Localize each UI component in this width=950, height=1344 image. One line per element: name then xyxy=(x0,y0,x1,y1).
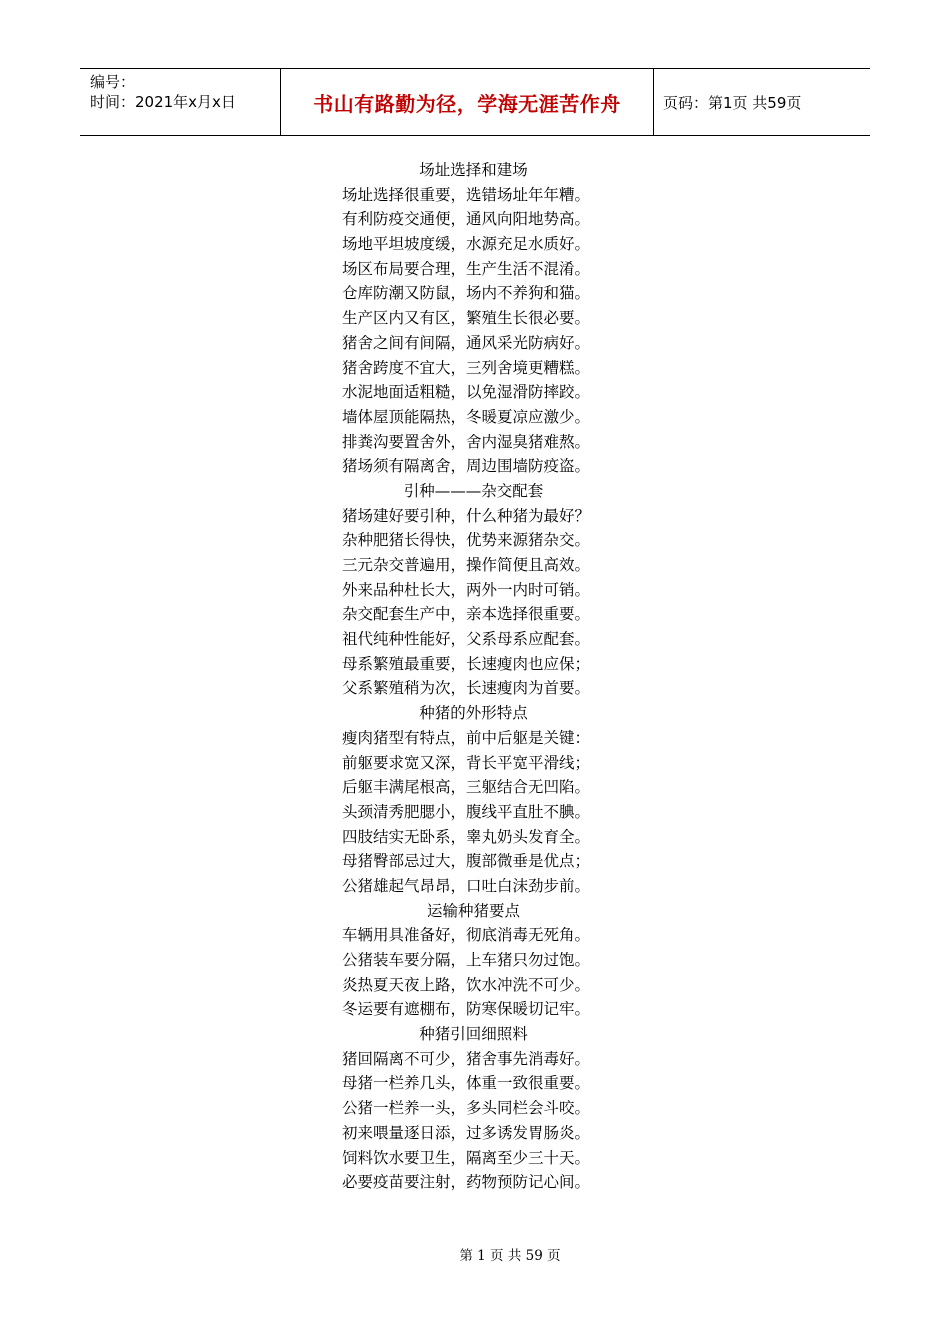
verse-line: 水泥地面适粗糙，以免湿滑防摔跤。 xyxy=(342,383,591,402)
verse-line: 生产区内又有区，繁殖生长很必要。 xyxy=(342,309,591,328)
verse-line: 初来喂量逐日添，过多诱发胃肠炎。 xyxy=(342,1123,591,1142)
verse-line: 杂交配套生产中，亲本选择很重要。 xyxy=(342,605,591,624)
document-date: 时间：2021年x月x日 xyxy=(90,93,236,111)
section-heading: 运输种猪要点 xyxy=(426,901,520,920)
header-page-info: 页码：第1页 共59页 xyxy=(663,93,802,112)
verse-line: 母猪臀部忌过大，腹部微垂是优点； xyxy=(342,852,591,871)
page-header xyxy=(80,68,870,136)
verse-line: 墙体屋顶能隔热，冬暖夏凉应激少。 xyxy=(342,407,591,426)
verse-line: 猪舍跨度不宜大，三列舍境更糟糕。 xyxy=(342,358,591,377)
verse-line: 车辆用具准备好，彻底消毒无死角。 xyxy=(342,926,591,945)
verse-line: 场址选择很重要，选错场址年年糟。 xyxy=(342,185,591,204)
verse-line: 祖代纯种性能好，父系母系应配套。 xyxy=(342,630,591,649)
section-heading: 引种———杂交配套 xyxy=(403,481,544,500)
verse-line: 饲料饮水要卫生，隔离至少三十天。 xyxy=(342,1148,591,1167)
verse-line: 前躯要求宽又深，背长平宽平滑线； xyxy=(342,753,591,772)
verse-line: 猪舍之间有间隔，通风采光防病好。 xyxy=(342,333,591,352)
verse-line: 公猪雄起气昂昂，口吐白沫劲步前。 xyxy=(342,876,591,895)
page-footer xyxy=(0,1244,950,1264)
verse-line: 公猪装车要分隔，上车猪只勿过饱。 xyxy=(342,951,591,969)
verse-line: 猪场建好要引种，什么种猪为最好？ xyxy=(342,506,591,525)
header-motto: 书山有路勤为径，学海无涯苦作舟 xyxy=(313,91,621,116)
verse-line: 头颈清秀肥腮小，腹线平直肚不腆。 xyxy=(342,802,591,821)
section-heading: 场址选择和建场 xyxy=(419,161,528,179)
verse-line: 炎热夏天夜上路，饮水冲洗不可少。 xyxy=(342,975,591,994)
verse-line: 母系繁殖最重要，长速瘦肉也应保； xyxy=(342,654,591,673)
verse-line: 场地平坦坡度缓，水源充足水质好。 xyxy=(342,235,591,254)
verse-line: 冬运要有遮棚布，防寒保暖切记牢。 xyxy=(342,1000,591,1019)
verse-line: 杂种肥猪长得快，优势来源猪杂交。 xyxy=(342,531,591,550)
header-meta xyxy=(80,69,281,135)
header-motto-cell xyxy=(281,69,654,135)
document-number-label: 编号： xyxy=(90,73,136,91)
verse-line: 仓库防潮又防鼠，场内不养狗和猫。 xyxy=(342,284,591,303)
verse-line: 四肢结实无卧系，睾丸奶头发育全。 xyxy=(342,827,591,846)
verse-line: 母猪一栏养几头，体重一致很重要。 xyxy=(342,1074,591,1093)
verse-line: 猪回隔离不可少，猪舍事先消毒好。 xyxy=(342,1049,591,1068)
verse-line: 场区布局要合理，生产生活不混淆。 xyxy=(342,259,591,278)
verse-line: 有利防疫交通便，通风向阳地势高。 xyxy=(342,210,591,229)
verse-line: 公猪一栏养一头，多头同栏会斗咬。 xyxy=(342,1099,591,1118)
verse-line: 猪场须有隔离舍，周边围墙防疫盗。 xyxy=(342,457,591,476)
verse-line: 父系繁殖稍为次，长速瘦肉为首要。 xyxy=(342,679,591,698)
footer-page-number: 第 1 页 共 59 页 xyxy=(459,1248,561,1264)
poem-body xyxy=(0,158,950,1195)
verse-line: 瘦肉猪型有特点，前中后躯是关键： xyxy=(342,728,591,747)
verse-line: 三元杂交普遍用，操作简便且高效。 xyxy=(342,556,591,574)
verse-line: 必要疫苗要注射，药物预防记心间。 xyxy=(342,1173,591,1192)
section-heading: 种猪的外形特点 xyxy=(419,704,528,723)
header-page-info-cell xyxy=(654,69,870,135)
verse-line: 排粪沟要置舍外，舍内湿臭猪难熬。 xyxy=(342,432,591,451)
section-heading: 种猪引回细照料 xyxy=(419,1025,528,1044)
verse-line: 外来品种杜长大，两外一内时可销。 xyxy=(342,580,591,599)
verse-line: 后躯丰满尾根高，三躯结合无凹陷。 xyxy=(342,778,591,797)
